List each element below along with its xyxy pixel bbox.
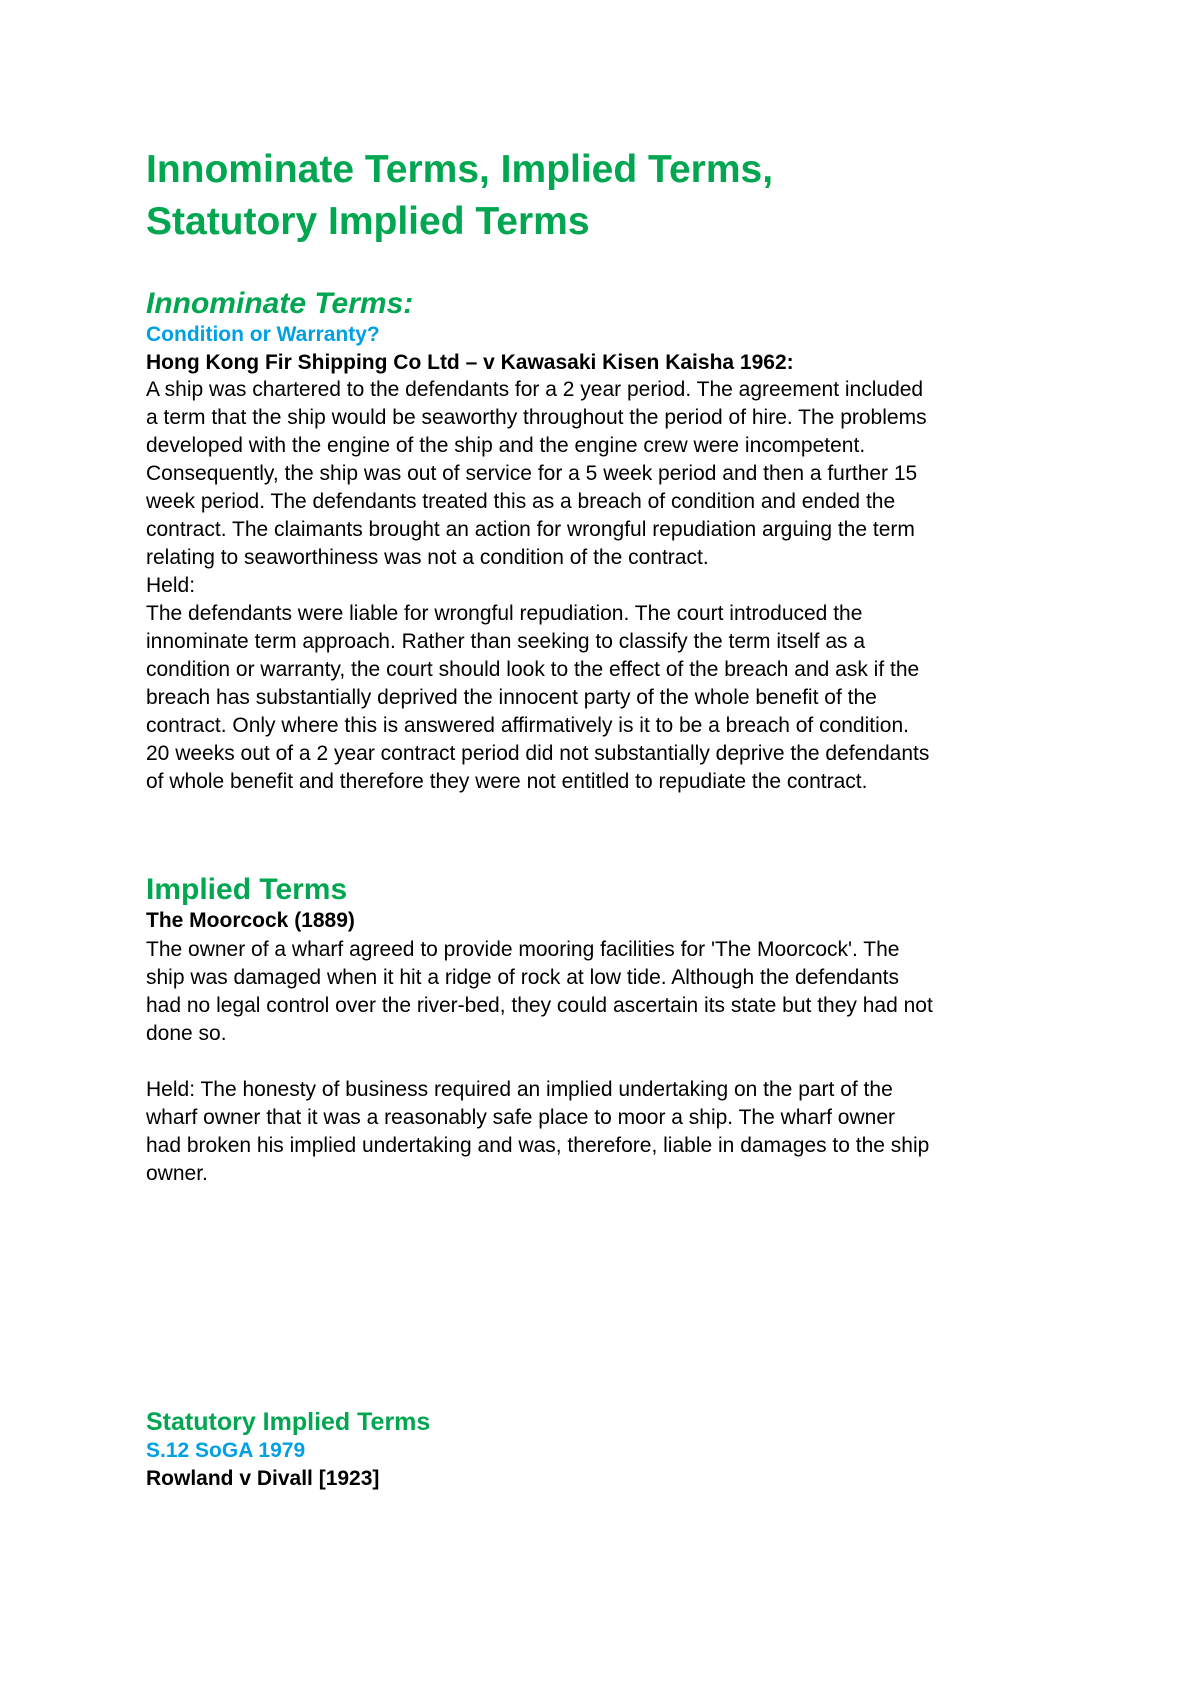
paragraph-line: had broken his implied undertaking and was, therefore, liable in damages to the ship [146,1134,930,1157]
paragraph-line: a term that the ship would be seaworthy throughout the period of hire. The problems [146,406,927,429]
hong-kong-fir-paragraph [146,376,929,796]
paragraph-line: done so. [146,1022,227,1045]
paragraph-line: breach has substantially deprived the innocent party of the whole benefit of the [146,686,877,709]
paragraph-line: condition or warranty, the court should look to the effect of the breach and ask if the [146,658,920,681]
paragraph-line: innominate term approach. Rather than seeking to classify the term itself as a [146,630,866,653]
soga-section-subheading: S.12 SoGA 1979 [146,1439,306,1462]
paragraph-line: Held: The honesty of business required an implied undertaking on the part of the [146,1078,893,1101]
paragraph-line: owner. [146,1162,208,1185]
paragraph-line: contract. The claimants brought an action for wrongful repudiation arguing the term [146,518,915,541]
paragraph-line: Consequently, the ship was out of service for a 5 week period and then a further 15 [146,462,918,485]
statutory-implied-terms-heading: Statutory Implied Terms [146,1408,431,1436]
document-title-line: Innominate Terms, Implied Terms, [146,148,774,191]
moorcock-facts-paragraph [146,936,933,1048]
paragraph-line: relating to seaworthiness was not a condition of the contract. [146,546,709,569]
moorcock-case-name: The Moorcock (1889) [146,909,355,932]
paragraph-line: wharf owner that it was a reasonably safe place to moor a ship. The wharf owner [146,1106,895,1129]
moorcock-held-paragraph [146,1076,929,1188]
paragraph-line: developed with the engine of the ship and the engine crew were incompetent. [146,434,866,457]
condition-or-warranty-subheading: Condition or Warranty? [146,323,380,346]
hong-kong-fir-case-name: Hong Kong Fir Shipping Co Ltd – v Kawasaki Kisen Kaisha 1962: [146,351,794,374]
document-title-line: Statutory Implied Terms [146,200,590,243]
paragraph-line: had no legal control over the river-bed, they could ascertain its state but they had not [146,994,933,1017]
paragraph-line: ship was damaged when it hit a ridge of rock at low tide. Although the defendants [146,966,899,989]
rowland-v-divall-case-name: Rowland v Divall [1923] [146,1467,380,1490]
paragraph-line: of whole benefit and therefore they were not entitled to repudiate the contract. [146,770,868,793]
document-title [146,144,773,248]
paragraph-line: week period. The defendants treated this as a breach of condition and ended the [146,490,896,513]
paragraph-line: 20 weeks out of a 2 year contract period did not substantially deprive the defendants [146,742,930,765]
paragraph-line: The defendants were liable for wrongful repudiation. The court introduced the [146,602,863,625]
paragraph-line: A ship was chartered to the defendants for a 2 year period. The agreement included [146,378,924,401]
implied-terms-heading: Implied Terms [146,873,348,906]
paragraph-line: contract. Only where this is answered affirmatively is it to be a breach of condition. [146,714,909,737]
innominate-terms-heading: Innominate Terms: [146,287,414,320]
paragraph-line: The owner of a wharf agreed to provide mooring facilities for 'The Moorcock'. The [146,938,900,961]
paragraph-line: Held: [146,574,196,597]
